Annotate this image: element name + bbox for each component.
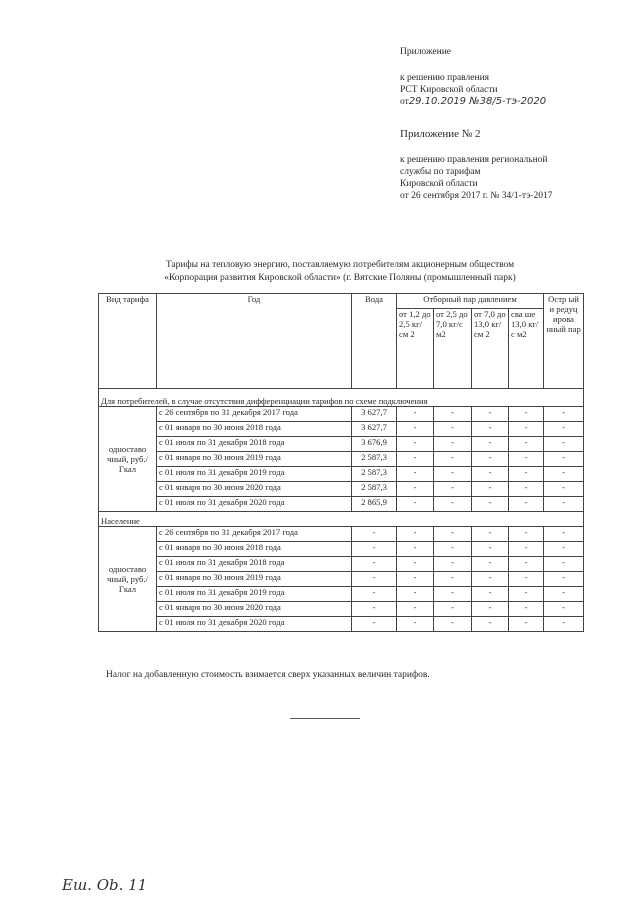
steam-2-cell: -	[434, 602, 472, 617]
header-steam-range-3: от 7,0 до 13,0 кг/см 2	[472, 309, 509, 389]
steam-1-cell: -	[397, 497, 434, 512]
approval-block-top	[400, 46, 600, 108]
header-tariff-type: Вид тарифа	[99, 294, 157, 389]
header-live-steam: Остр ый и редуц ирова нный пар	[544, 294, 584, 389]
steam-3-cell: -	[472, 422, 509, 437]
live-steam-cell: -	[544, 437, 584, 452]
handwritten-decision-number: 29.10.2019 №38/5-тэ-2020	[408, 96, 547, 107]
section-population-rows	[99, 527, 584, 632]
live-steam-cell: -	[544, 452, 584, 467]
steam-1-cell: -	[397, 542, 434, 557]
steam-1-cell: -	[397, 572, 434, 587]
period-cell: с 01 января по 30 июня 2019 года	[157, 452, 352, 467]
approval-date-prefix: от	[400, 97, 409, 107]
steam-2-cell: -	[434, 542, 472, 557]
appendix-block	[400, 128, 580, 202]
steam-3-cell: -	[472, 497, 509, 512]
steam-4-cell: -	[509, 452, 544, 467]
table-row	[99, 497, 584, 512]
water-cell: 3 627,7	[352, 422, 397, 437]
period-cell: с 01 января по 30 июня 2018 года	[157, 422, 352, 437]
water-cell: 3 676,9	[352, 437, 397, 452]
steam-1-cell: -	[397, 557, 434, 572]
steam-4-cell: -	[509, 497, 544, 512]
live-steam-cell: -	[544, 482, 584, 497]
period-cell: с 01 июля по 31 декабря 2020 года	[157, 497, 352, 512]
steam-2-cell: -	[434, 452, 472, 467]
water-cell: -	[352, 542, 397, 557]
period-cell: с 01 января по 30 июня 2018 года	[157, 542, 352, 557]
header-steam: Отборный пар давлением	[397, 294, 544, 309]
steam-1-cell: -	[397, 407, 434, 422]
steam-4-cell: -	[509, 602, 544, 617]
table-row	[99, 407, 584, 422]
footnote: Налог на добавленную стоимость взимается сверх указанных величин тарифов.	[106, 670, 430, 680]
approval-decision-line: к решению правления	[400, 73, 490, 83]
steam-3-cell: -	[472, 407, 509, 422]
steam-3-cell: -	[472, 557, 509, 572]
tariff-type-cell: одноставо чный, руб./Гкал	[99, 527, 157, 632]
section-label-consumers: Для потребителей, в случае отсутствия дифференциации тарифов по схеме подключения	[99, 389, 584, 407]
steam-4-cell: -	[509, 467, 544, 482]
approval-label: Приложение	[400, 47, 451, 57]
period-cell: с 26 сентября по 31 декабря 2017 года	[157, 527, 352, 542]
steam-1-cell: -	[397, 527, 434, 542]
appendix-line-3: Кировской области	[400, 179, 478, 189]
live-steam-cell: -	[544, 527, 584, 542]
table-row	[99, 467, 584, 482]
steam-1-cell: -	[397, 587, 434, 602]
handwritten-signature: Еш. Ob. 11	[62, 876, 148, 894]
header-water: Вода	[352, 294, 397, 389]
steam-2-cell: -	[434, 467, 472, 482]
steam-4-cell: -	[509, 422, 544, 437]
table-row	[99, 617, 584, 632]
steam-1-cell: -	[397, 602, 434, 617]
period-cell: с 01 января по 30 июня 2020 года	[157, 482, 352, 497]
water-cell: -	[352, 617, 397, 632]
steam-4-cell: -	[509, 557, 544, 572]
water-cell: 2 587,3	[352, 482, 397, 497]
header-steam-range-4: сва ше 13,0 кг/с м2	[509, 309, 544, 389]
steam-3-cell: -	[472, 467, 509, 482]
steam-2-cell: -	[434, 587, 472, 602]
table-row	[99, 587, 584, 602]
steam-2-cell: -	[434, 422, 472, 437]
steam-4-cell: -	[509, 407, 544, 422]
steam-2-cell: -	[434, 527, 472, 542]
steam-4-cell: -	[509, 572, 544, 587]
steam-2-cell: -	[434, 497, 472, 512]
period-cell: с 01 июля по 31 декабря 2020 года	[157, 617, 352, 632]
appendix-title: Приложение № 2	[400, 128, 481, 140]
steam-4-cell: -	[509, 542, 544, 557]
steam-3-cell: -	[472, 437, 509, 452]
steam-3-cell: -	[472, 587, 509, 602]
appendix-line-4: от 26 сентября 2017 г. № 34/1-тэ-2017	[400, 191, 553, 201]
live-steam-cell: -	[544, 602, 584, 617]
header-period: Год	[157, 294, 352, 389]
water-cell: 2 865,9	[352, 497, 397, 512]
water-cell: -	[352, 527, 397, 542]
live-steam-cell: -	[544, 587, 584, 602]
steam-1-cell: -	[397, 422, 434, 437]
table-row	[99, 452, 584, 467]
separator-line	[290, 718, 360, 719]
steam-3-cell: -	[472, 527, 509, 542]
steam-3-cell: -	[472, 482, 509, 497]
doc-title-line-2: «Корпорация развития Кировской области» (г. Вятские Поляны (промышленный парк)	[164, 273, 516, 283]
steam-2-cell: -	[434, 617, 472, 632]
steam-1-cell: -	[397, 482, 434, 497]
period-cell: с 01 июля по 31 декабря 2018 года	[157, 557, 352, 572]
approval-authority-line: РСТ Кировской области	[400, 85, 498, 95]
live-steam-cell: -	[544, 497, 584, 512]
steam-3-cell: -	[472, 602, 509, 617]
live-steam-cell: -	[544, 467, 584, 482]
period-cell: с 01 января по 30 июня 2019 года	[157, 572, 352, 587]
steam-4-cell: -	[509, 482, 544, 497]
water-cell: -	[352, 572, 397, 587]
table-row	[99, 572, 584, 587]
header-steam-range-1: от 1,2 до 2,5 кг/см 2	[397, 309, 434, 389]
steam-1-cell: -	[397, 437, 434, 452]
live-steam-cell: -	[544, 572, 584, 587]
table-row	[99, 482, 584, 497]
period-cell: с 01 июля по 31 декабря 2018 года	[157, 437, 352, 452]
water-cell: -	[352, 557, 397, 572]
table-row	[99, 557, 584, 572]
tariff-table	[98, 293, 584, 632]
doc-title-line-1: Тарифы на тепловую энергию, поставляемую потребителям акционерным обществом	[165, 260, 515, 270]
table-row	[99, 602, 584, 617]
table-row	[99, 422, 584, 437]
steam-1-cell: -	[397, 467, 434, 482]
period-cell: с 01 июля по 31 декабря 2019 года	[157, 587, 352, 602]
appendix-line-2: службы по тарифам	[400, 167, 481, 177]
table-row	[99, 527, 584, 542]
water-cell: 3 627,7	[352, 407, 397, 422]
section-consumers-rows	[99, 407, 584, 512]
steam-3-cell: -	[472, 572, 509, 587]
water-cell: -	[352, 602, 397, 617]
steam-2-cell: -	[434, 482, 472, 497]
steam-2-cell: -	[434, 557, 472, 572]
water-cell: 2 587,3	[352, 452, 397, 467]
header-steam-range-2: от 2,5 до 7,0 кг/с м2	[434, 309, 472, 389]
live-steam-cell: -	[544, 557, 584, 572]
live-steam-cell: -	[544, 407, 584, 422]
approval-date-line	[400, 96, 600, 108]
steam-3-cell: -	[472, 542, 509, 557]
steam-3-cell: -	[472, 452, 509, 467]
steam-4-cell: -	[509, 617, 544, 632]
period-cell: с 26 сентября по 31 декабря 2017 года	[157, 407, 352, 422]
steam-2-cell: -	[434, 572, 472, 587]
section-label-population: Население	[99, 512, 584, 527]
steam-2-cell: -	[434, 407, 472, 422]
steam-3-cell: -	[472, 617, 509, 632]
steam-4-cell: -	[509, 587, 544, 602]
steam-4-cell: -	[509, 437, 544, 452]
period-cell: с 01 июля по 31 декабря 2019 года	[157, 467, 352, 482]
table-row	[99, 542, 584, 557]
period-cell: с 01 января по 30 июня 2020 года	[157, 602, 352, 617]
steam-4-cell: -	[509, 527, 544, 542]
live-steam-cell: -	[544, 422, 584, 437]
water-cell: -	[352, 587, 397, 602]
water-cell: 2 587,3	[352, 467, 397, 482]
steam-1-cell: -	[397, 617, 434, 632]
appendix-line-1: к решению правления региональной	[400, 155, 548, 165]
table-row	[99, 437, 584, 452]
tariff-type-cell: одноставо чный, руб./Гкал	[99, 407, 157, 512]
live-steam-cell: -	[544, 542, 584, 557]
live-steam-cell: -	[544, 617, 584, 632]
steam-1-cell: -	[397, 452, 434, 467]
steam-2-cell: -	[434, 437, 472, 452]
